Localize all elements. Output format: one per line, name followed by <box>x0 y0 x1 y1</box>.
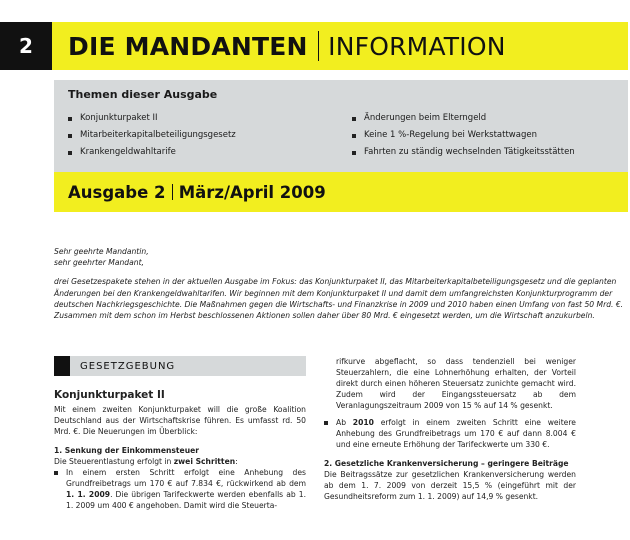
bullet-square-icon <box>54 471 58 475</box>
topics-list-left <box>68 110 236 161</box>
bullet-square-icon <box>352 134 356 138</box>
topics-list-right <box>352 110 575 161</box>
masthead-title-light: INFORMATION <box>328 31 506 61</box>
masthead-title <box>68 22 506 70</box>
topic-item: Fahrten zu ständig wechselnden Tätigkeitsstätten <box>352 144 575 161</box>
letter-body: drei Gesetzespakete stehen in der aktuellen Ausgabe im Fokus: das Konjunkturpaket II, das Mitarbeiterkapitalbeteiligungsgesetz und die geplanten Änderungen bei den Krankengeldwahltarifen. Wir beginnen mit dem Konjunkturpaket II und damit dem umfangreichsten Konjunkturprogramm der deutschen Nachkriegsgeschichte. Die Maßnahmen gegen die Wirtschafts- und Finanzkrise in 2009 und 2010 haben einen Umfang von fast 50 Mrd. €. Zusammen mit dem schon im Herbst beschlossenen Aktionen sollen daher über 80 Mrd. € eingesetzt werden, um die Wirtschaft anzukurbeln. <box>54 277 624 321</box>
section-label: GESETZGEBUNG <box>80 360 176 372</box>
issue-bar <box>54 172 628 212</box>
editorial-letter <box>54 246 628 321</box>
bullet-square-icon <box>352 151 356 155</box>
bullet-square-icon <box>68 117 72 121</box>
topic-item: Konjunkturpaket II <box>68 110 236 127</box>
section-marker <box>54 356 70 376</box>
topics-heading: Themen dieser Ausgabe <box>68 88 218 101</box>
page-number: 2 <box>0 22 52 70</box>
masthead-divider <box>318 31 320 61</box>
issue-divider <box>172 184 173 200</box>
bullet-square-icon <box>352 117 356 121</box>
topic-item: Krankengeldwahltarife <box>68 144 236 161</box>
paragraph-two-steps: Die Steuerentlastung erfolgt in zwei Schritten: <box>54 457 238 466</box>
article-column-right <box>324 356 576 502</box>
article-intro: Mit einem zweiten Konjunkturpaket will die große Koalition Deutschland aus der Wirtschaftskrise führen. Es umfasst rd. 50 Mrd. €. Die Neuerungen im Überblick: <box>54 405 306 436</box>
bullet-square-icon <box>68 134 72 138</box>
subheading-income-tax: 1. Senkung der Einkommensteuer <box>54 446 199 455</box>
salutation-line-2: sehr geehrter Mandant, <box>54 258 144 268</box>
article-column-left <box>54 390 306 511</box>
bullet-square-icon <box>324 421 328 425</box>
masthead <box>0 22 628 70</box>
topics-box <box>54 80 628 172</box>
section-header <box>54 356 306 376</box>
paragraph-continued: rifkurve abgeflacht, so dass tendenziell bei weniger Steuerzahlern, die eine Lohnerhöhung erhalten, der Vorteil direkt durch einen höheren Steuersatz zunichte gemacht wird. Zudem wird der Eingangssteuersatz ab dem Veranlagungszeitraum 2009 von 15 % auf 14 % gesenkt. <box>336 357 576 410</box>
issue-label: Ausgabe 2 <box>68 182 166 202</box>
paragraph-contribution-rates: Die Beitragssätze zur gesetzlichen Krankenversicherung werden ab dem 1. 7. 2009 von derzeit 15,5 % (eingeführt mit der Gesundheitsreform zum 1. 1. 2009) auf 14,9 % gesenkt. <box>324 470 576 501</box>
issue-date: März/April 2009 <box>178 182 326 202</box>
bullet-square-icon <box>68 151 72 155</box>
topic-item: Mitarbeiterkapitalbeteiligungsgesetz <box>68 127 236 144</box>
issue-title <box>68 172 326 212</box>
topic-item: Keine 1 %-Regelung bei Werkstattwagen <box>352 127 575 144</box>
masthead-title-bold: DIE MANDANTEN <box>68 31 308 61</box>
article-title: Konjunkturpaket II <box>54 389 165 401</box>
subheading-health-insurance: 2. Gesetzliche Krankenversicherung – geringere Beiträge <box>324 459 569 468</box>
list-item: In einem ersten Schritt erfolgt eine Anhebung des Grundfreibetrags um 170 € auf 7.834 €, rückwirkend ab dem 1. 1. 2009. Die übrigen Tarifeckwerte werden ebenfalls ab 1. 1. 2009 um 400 € angehoben. Damit wird die Steuerta- <box>54 467 306 511</box>
topic-item: Änderungen beim Elterngeld <box>352 110 575 127</box>
salutation-line-1: Sehr geehrte Mandantin, <box>54 247 149 256</box>
list-item: Ab 2010 erfolgt in einem zweiten Schritt eine weitere Anhebung des Grundfreibetrags um 170 € auf dann 8.004 € und eine erneute Erhöhung der Tarifeckwerte um 330 €. <box>324 417 576 450</box>
